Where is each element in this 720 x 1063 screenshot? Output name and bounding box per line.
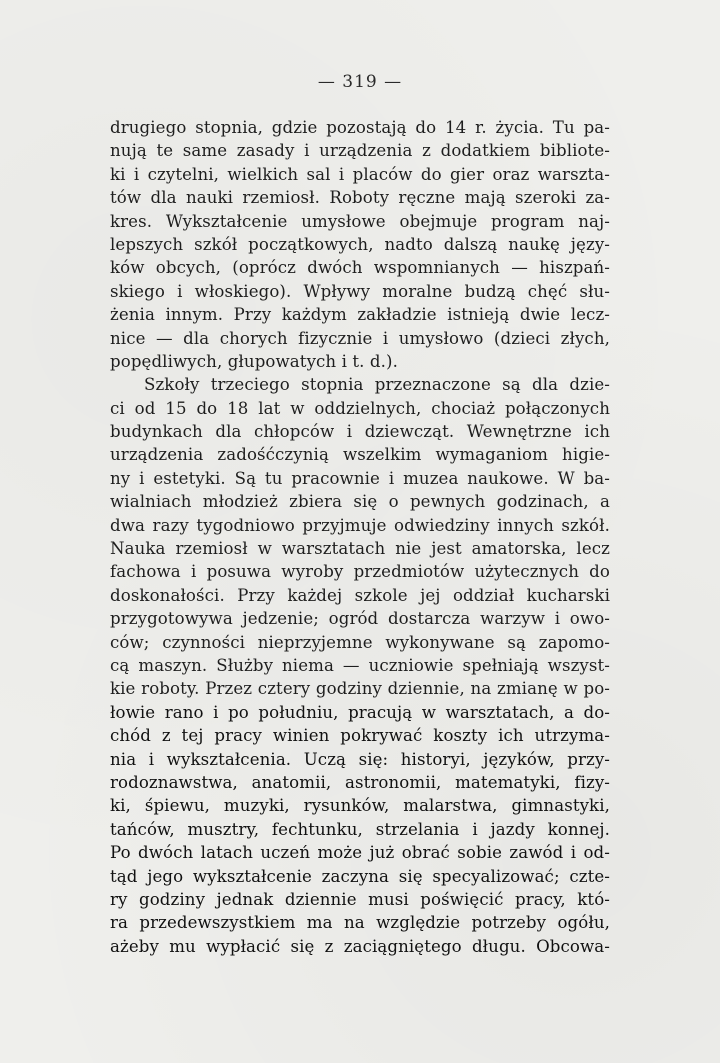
text-line: skiego i włoskiego). Wpływy moralne budzą chęć słu-	[110, 281, 610, 301]
paragraph-1	[110, 116, 610, 373]
text-line: ry godziny jednak dziennie musi poświęcić pracy, któ-	[110, 889, 610, 909]
text-line: doskonałości. Przy każdej szkole jej oddział kucharski	[110, 585, 610, 605]
text-line: nują te same zasady i urządzenia z dodatkiem bibliote-	[110, 141, 610, 161]
text-line: nice — dla chorych fizycznie i umysłowo (dzieci złych,	[110, 328, 610, 348]
page-number-header: — 319 —	[317, 72, 403, 92]
text-line: wialniach młodzież zbiera się o pewnych godzinach, a	[110, 492, 610, 512]
text-line: rodoznawstwa, anatomii, astronomii, matematyki, fizy-	[110, 772, 610, 792]
text-line: ki, śpiewu, muzyki, rysunków, malarstwa, gimnastyki,	[110, 796, 610, 816]
text-line: kie roboty. Przez cztery godziny dziennie, na zmianę w po-	[110, 679, 610, 699]
text-line: łowie rano i po południu, pracują w warsztatach, a do-	[110, 702, 610, 722]
text-line: ków obcych, (oprócz dwóch wspomnianych — hiszpań-	[110, 258, 610, 278]
text-line: tów dla nauki rzemiosł. Roboty ręczne mają szeroki za-	[110, 188, 610, 208]
text-line: ci od 15 do 18 lat w oddzielnych, chociaż połączonych	[110, 398, 610, 418]
text-line: fachowa i posuwa wyroby przedmiotów użytecznych do	[110, 562, 610, 582]
text-line: cą maszyn. Służby niema — uczniowie spełniają wszyst-	[110, 655, 610, 675]
text-line: kres. Wykształcenie umysłowe obejmuje program naj-	[110, 211, 610, 231]
text-line: ny i estetyki. Są tu pracownie i muzea naukowe. W ba-	[110, 468, 610, 488]
body-text	[110, 116, 610, 958]
text-line: ra przedewszystkiem ma na względzie potrzeby ogółu,	[110, 913, 610, 933]
text-line: urządzenia zadośćczynią wszelkim wymaganiom higie-	[110, 445, 610, 465]
text-line: drugiego stopnia, gdzie pozostają do 14 r. życia. Tu pa-	[110, 118, 610, 137]
text-line: tąd jego wykształcenie zaczyna się specyalizować; czte-	[110, 866, 610, 886]
text-line: tańców, musztry, fechtunku, strzelania i jazdy konnej.	[110, 819, 610, 839]
text-line: ażeby mu wypłacić się z zaciągniętego długu. Obcowa-	[110, 936, 610, 956]
text-line: budynkach dla chłopców i dziewcząt. Wewnętrzne ich	[110, 422, 610, 442]
paragraph-2	[110, 373, 610, 958]
text-line: Po dwóch latach uczeń może już obrać sobie zawód i od-	[110, 843, 610, 863]
text-line: chód z tej pracy winien pokrywać koszty ich utrzyma-	[110, 726, 610, 746]
text-line: przygotowywa jedzenie; ogród dostarcza warzyw i owo-	[110, 609, 610, 629]
text-line: ki i czytelni, wielkich sal i placów do gier oraz warszta-	[110, 164, 610, 184]
text-line: ców; czynności nieprzyjemne wykonywane są zapomo-	[110, 632, 610, 652]
text-line: popędliwych, głupowatych i t. d.).	[110, 351, 398, 371]
text-line: Szkoły trzeciego stopnia przeznaczone są dla dzie-	[144, 375, 610, 395]
text-line: żenia innym. Przy każdym zakładzie istnieją dwie lecz-	[110, 305, 610, 325]
text-line: Nauka rzemiosł w warsztatach nie jest amatorska, lecz	[110, 539, 610, 559]
text-line: dwa razy tygodniowo przyjmuje odwiedziny innych szkół.	[110, 515, 610, 535]
text-line: nia i wykształcenia. Uczą się: historyi, języków, przy-	[110, 749, 610, 769]
text-line: lepszych szkół początkowych, nadto dalszą naukę języ-	[110, 234, 610, 254]
